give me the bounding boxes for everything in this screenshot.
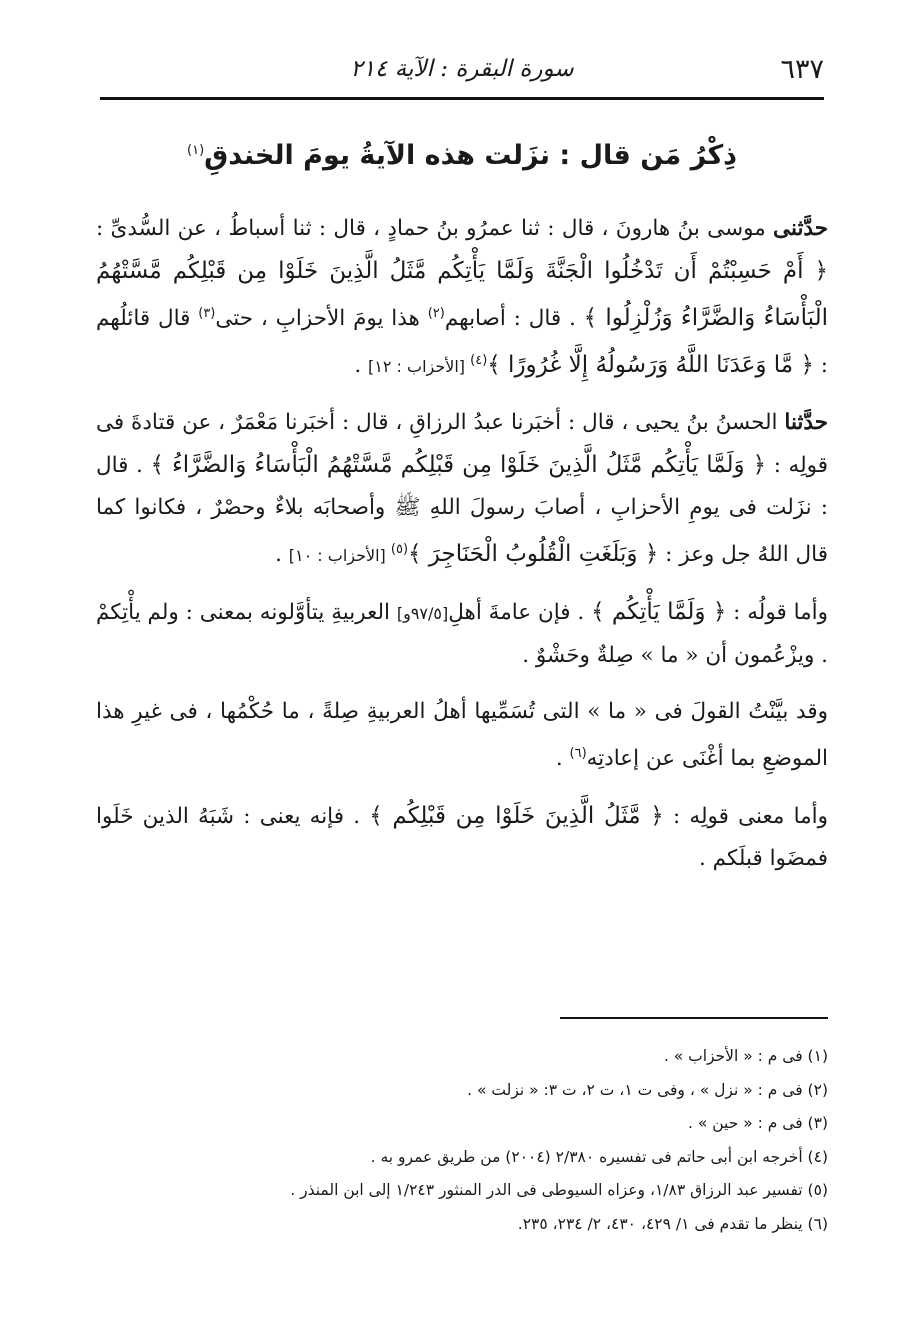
running-title: سورة البقرة : الآية ٢١٤ — [350, 56, 574, 82]
paragraph-5 — [96, 795, 828, 880]
paragraph-text: العربيةِ يتأوَّلونه بمعنى : ولم يأْتِكمْ . ويزْعُمون أن « ما » صِلةٌ وحَشْوٌ . — [96, 600, 828, 669]
paragraph-text: موسى بنُ هارونَ ، قال : ثنا عمرُو بنُ حمادٍ ، قال : ثنا أسباطُ ، عن السُّدىِّ : — [96, 216, 774, 241]
footnote-1: (١) فى م : « الأحزاب » . — [663, 1047, 828, 1065]
footnotes — [96, 1040, 828, 1241]
main-text — [96, 208, 828, 894]
running-head — [100, 52, 824, 92]
header-rule — [100, 97, 824, 100]
footnote-mark-4: (٤) — [470, 353, 488, 369]
verse-reference: [الأحزاب : ١٠] — [288, 546, 391, 566]
paragraph-text: هذا يومَ الأحزابِ ، حتى — [215, 306, 428, 332]
footnote-6: (٦) ينظر ما تقدم فى ١/ ٤٢٩، ٤٣٠، ٢/ ٢٣٤، ٢٣٥. — [517, 1214, 828, 1233]
paragraph-text: الحسنُ بنُ يحيى ، قال : أخبَرنا عبدُ الرزاقِ ، قال : أخبَرنا مَعْمَرٌ ، عن قتادةَ فى قولِه : — [96, 410, 829, 479]
manuscript-marker: [٩٧/٥و] — [396, 604, 449, 624]
footnote-mark-6: (٦) — [569, 746, 587, 762]
footnote-3: (٣) فى م : « حين » . — [687, 1114, 828, 1132]
isnad-lead: حدَّثنا — [784, 410, 828, 436]
footnote-5: (٥) تفسير عبد الرزاق ١/٨٣، وعزاه السيوطى فى الدر المنثور ١/٢٤٣ إلى ابن المنذر . — [290, 1181, 828, 1199]
footnote-rule — [560, 1017, 828, 1019]
paragraph-text: . قال : نزَلت فى يومِ الأحزابِ ، أصابَ رسولَ اللهِ ﷺ وأصحابَه بلاءٌ وحصْرٌ ، فكانوا كما قال اللهُ جل وعز : — [96, 453, 828, 568]
footnote-4: (٤) أخرجه ابن أبى حاتم فى تفسيره ٢/٣٨٠ (٢٠٠٤) من طريق عمرو به . — [370, 1147, 828, 1166]
quran-quote: ﴿ وَلَمَّا يَأْتِكُم مَّثَلُ الَّذِينَ خَلَوْا مِن قَبْلِكُم مَّسَّتْهُمُ الْبَأْسَاءُ وَالضَّرَّاءُ ﴾ — [150, 452, 767, 479]
paragraph-2 — [96, 402, 828, 577]
footnote-mark-3: (٣) — [198, 306, 216, 321]
paragraph-text: . — [555, 746, 570, 772]
page-number: ٦٣٧ — [780, 54, 824, 85]
paragraph-text: وقد بيَّنْتُ القولَ فى « ما » التى تُسَمِّيها أهلُ العربيةِ صِلةً ، ما حُكْمُها ، فى غيرِ هذا الموضعِ بما أغْنَى عن إعادتِه — [96, 699, 828, 772]
quran-quote: ﴿ أَمْ حَسِبْتُمْ أَن تَدْخُلُوا الْجَنَّةَ وَلَمَّا يَأْتِكُم مَّثَلُ الَّذِينَ خَلَوْا مِن قَبْلِكُم مَّسَّتْهُمُ الْبَأْسَاءُ وَالضَّرَّاءُ وَزُلْزِلُوا ﴾ — [96, 258, 828, 332]
quran-quote: ﴿ وَلَمَّا يَأْتِكُم ﴾ — [591, 599, 727, 626]
footnote-mark-2: (٢) — [427, 306, 445, 321]
quran-quote: ﴿ وَبَلَغَتِ الْقُلُوبُ الْحَنَاجِرَ ﴾ — [408, 541, 659, 568]
isnad-lead: حدَّثنى — [773, 216, 828, 241]
paragraph-text: . فإنه يعنى : شَبَهُ الذين خَلَوا فمضَوا قبلَكم . — [96, 803, 828, 871]
paragraph-text: . فإن عامةَ أهلِ — [448, 600, 592, 626]
paragraph-text: وأما قولُه : — [726, 600, 829, 626]
verse-reference: [الأحزاب : ١٢] — [368, 357, 471, 377]
paragraph-3 — [96, 591, 828, 677]
paragraph-text: . — [354, 353, 368, 379]
quran-quote: ﴿ مَّا وَعَدَنَا اللَّهُ وَرَسُولُهُ إِلَّا غُرُورًا ﴾ — [487, 352, 814, 379]
paragraph-text: . — [275, 542, 289, 568]
footnote-mark-1: (١) — [187, 143, 205, 158]
footnote-mark-5: (٥) — [390, 542, 409, 558]
footnote-2: (٢) فى م : « نزل » ، وفى ت ١، ت ٢، ت ٣: « نزلت » . — [467, 1080, 828, 1099]
paragraph-1 — [96, 208, 828, 388]
paragraph-text: . قال : أصابهم — [444, 306, 584, 332]
paragraph-4 — [96, 691, 828, 780]
section-heading-text: ذِكْرُ مَن قال : نزَلت هذه الآيةُ يومَ الخندقِ — [204, 140, 737, 171]
section-heading — [100, 140, 824, 171]
paragraph-text: وأما معنى قولِه : — [663, 803, 828, 829]
paragraph-text: قال قائلُهم : — [96, 306, 828, 379]
quran-quote: ﴿ مَّثَلُ الَّذِينَ خَلَوْا مِن قَبْلِكُم ﴾ — [369, 802, 664, 829]
